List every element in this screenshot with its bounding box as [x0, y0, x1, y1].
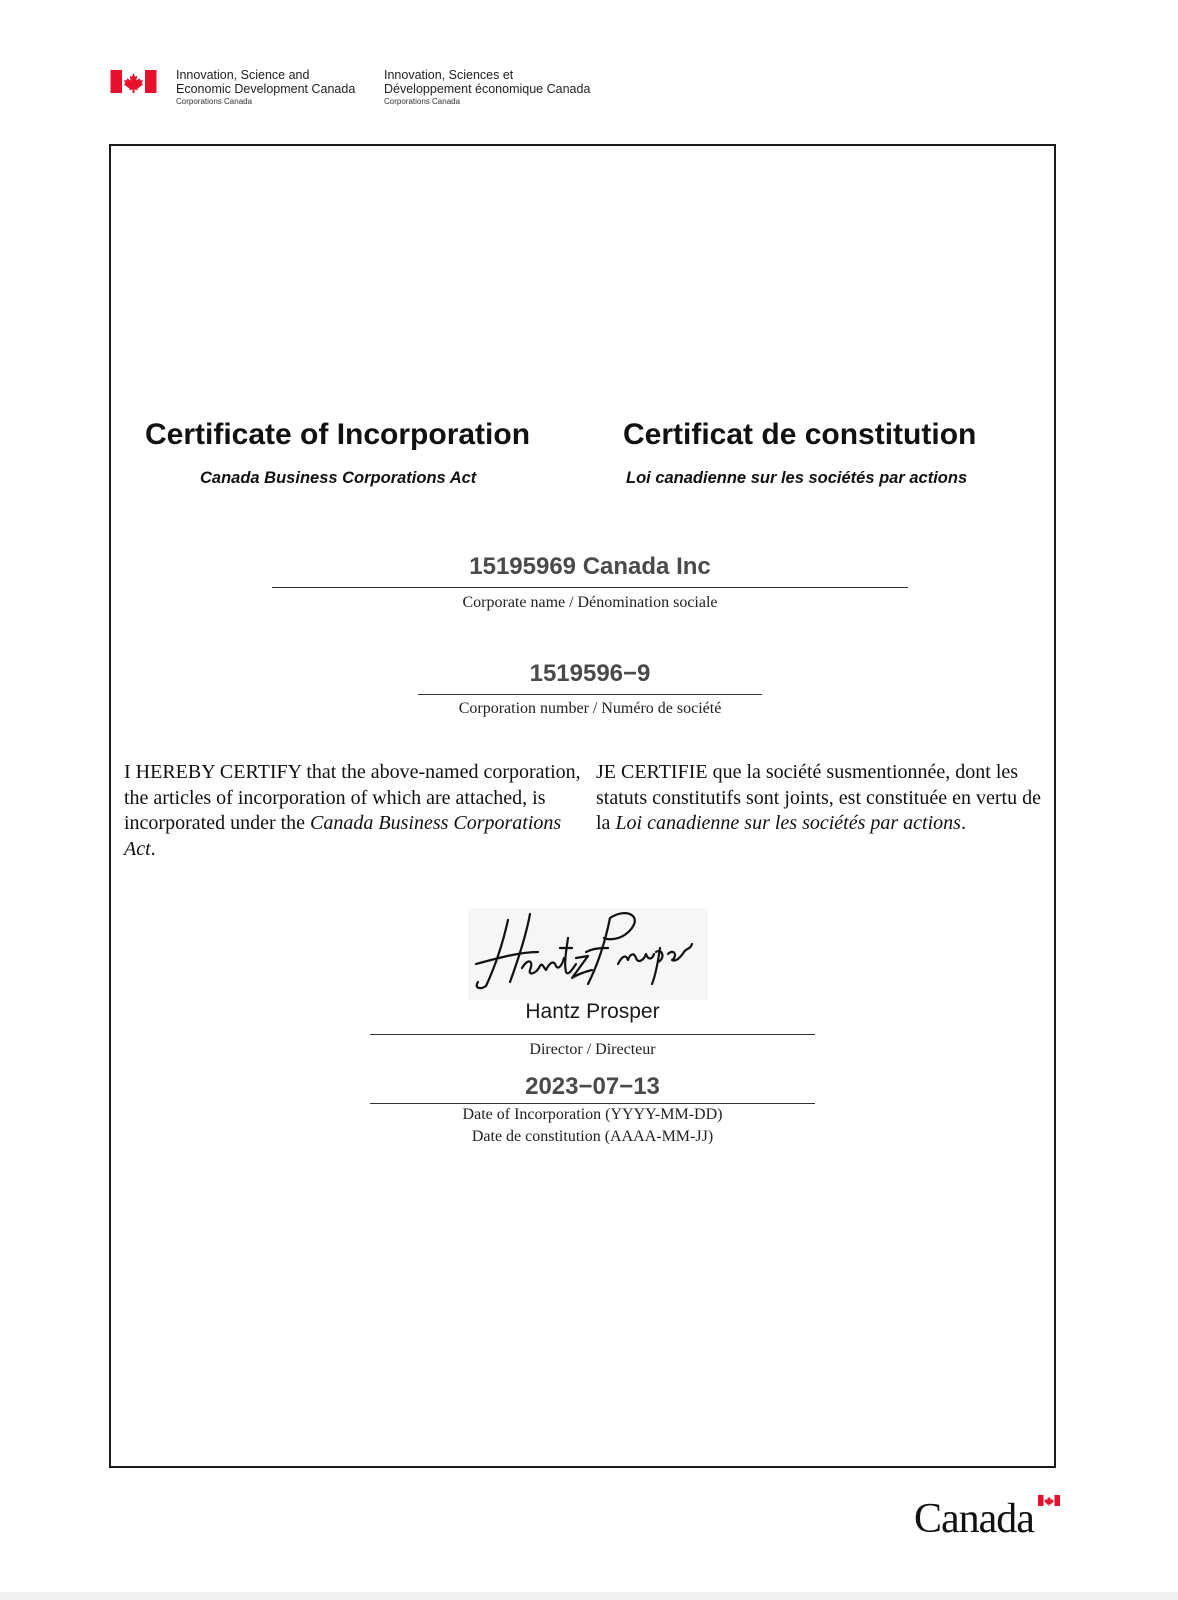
- act-name-en: Canada Business Corporations Act: [200, 469, 477, 487]
- date-of-incorporation-value: 2023−07−13: [525, 1073, 660, 1100]
- director-rule: [370, 1034, 815, 1035]
- subunit-en: Corporations Canada: [176, 97, 253, 106]
- certification-end-en: .: [150, 837, 156, 860]
- act-name-fr: Loi canadienne sur les sociétés par actions: [626, 469, 968, 487]
- certification-act-fr: Loi canadienne sur les sociétés par actions: [615, 812, 961, 834]
- canada-wordmark-text: Canada: [914, 1496, 1034, 1542]
- department-name-en: [176, 68, 355, 108]
- canada-flag-icon: [110, 70, 157, 93]
- corporation-number-rule: [418, 694, 762, 695]
- certification-act-en: Canada Business Corporations Act: [124, 812, 562, 860]
- subunit-fr: Corporations Canada: [384, 97, 461, 106]
- corporate-name-caption: Corporate name / Dénomination sociale: [462, 594, 718, 611]
- department-line-1-en: Innovation, Science and: [176, 68, 310, 82]
- certificate-title-en: Certificate of Incorporation: [145, 418, 531, 451]
- department-line-2-en: Economic Development Canada: [176, 82, 356, 96]
- wordmark-flag-icon: [1038, 1495, 1060, 1506]
- director-caption: Director / Directeur: [529, 1041, 656, 1058]
- department-line-1-fr: Innovation, Sciences et: [384, 68, 514, 82]
- department-line-2-fr: Développement économique Canada: [384, 82, 591, 96]
- director-name: Hantz Prosper: [525, 1000, 660, 1023]
- certification-text-fr: JE CERTIFIE que la société susmentionnée, dont les statuts constitutifs sont joints, est constituée en vertu de la: [596, 761, 1041, 834]
- corporate-name-rule: [272, 587, 908, 588]
- canada-wordmark: [914, 1495, 1064, 1545]
- certificate-title-fr: Certificat de constitution: [623, 418, 977, 451]
- date-caption-en: Date of Incorporation (YYYY-MM-DD): [462, 1106, 723, 1123]
- corporate-name-value: 15195969 Canada Inc: [469, 553, 711, 580]
- certification-statement-fr: [596, 760, 1046, 837]
- date-caption-fr: Date de constitution (AAAA-MM-JJ): [471, 1128, 714, 1145]
- date-rule: [370, 1103, 815, 1104]
- director-signature: [468, 908, 708, 1000]
- certification-text-en: I HEREBY CERTIFY that the above-named corporation, the articles of incorporation of which are attached, is incorporated under the: [124, 761, 581, 834]
- certification-end-fr: .: [960, 812, 966, 834]
- corporation-number-caption: Corporation number / Numéro de société: [458, 700, 722, 717]
- certification-statement-en: [124, 760, 584, 862]
- bottom-strip: [0, 1592, 1178, 1600]
- department-name-fr: [384, 68, 590, 108]
- corporation-number-value: 1519596−9: [529, 660, 651, 687]
